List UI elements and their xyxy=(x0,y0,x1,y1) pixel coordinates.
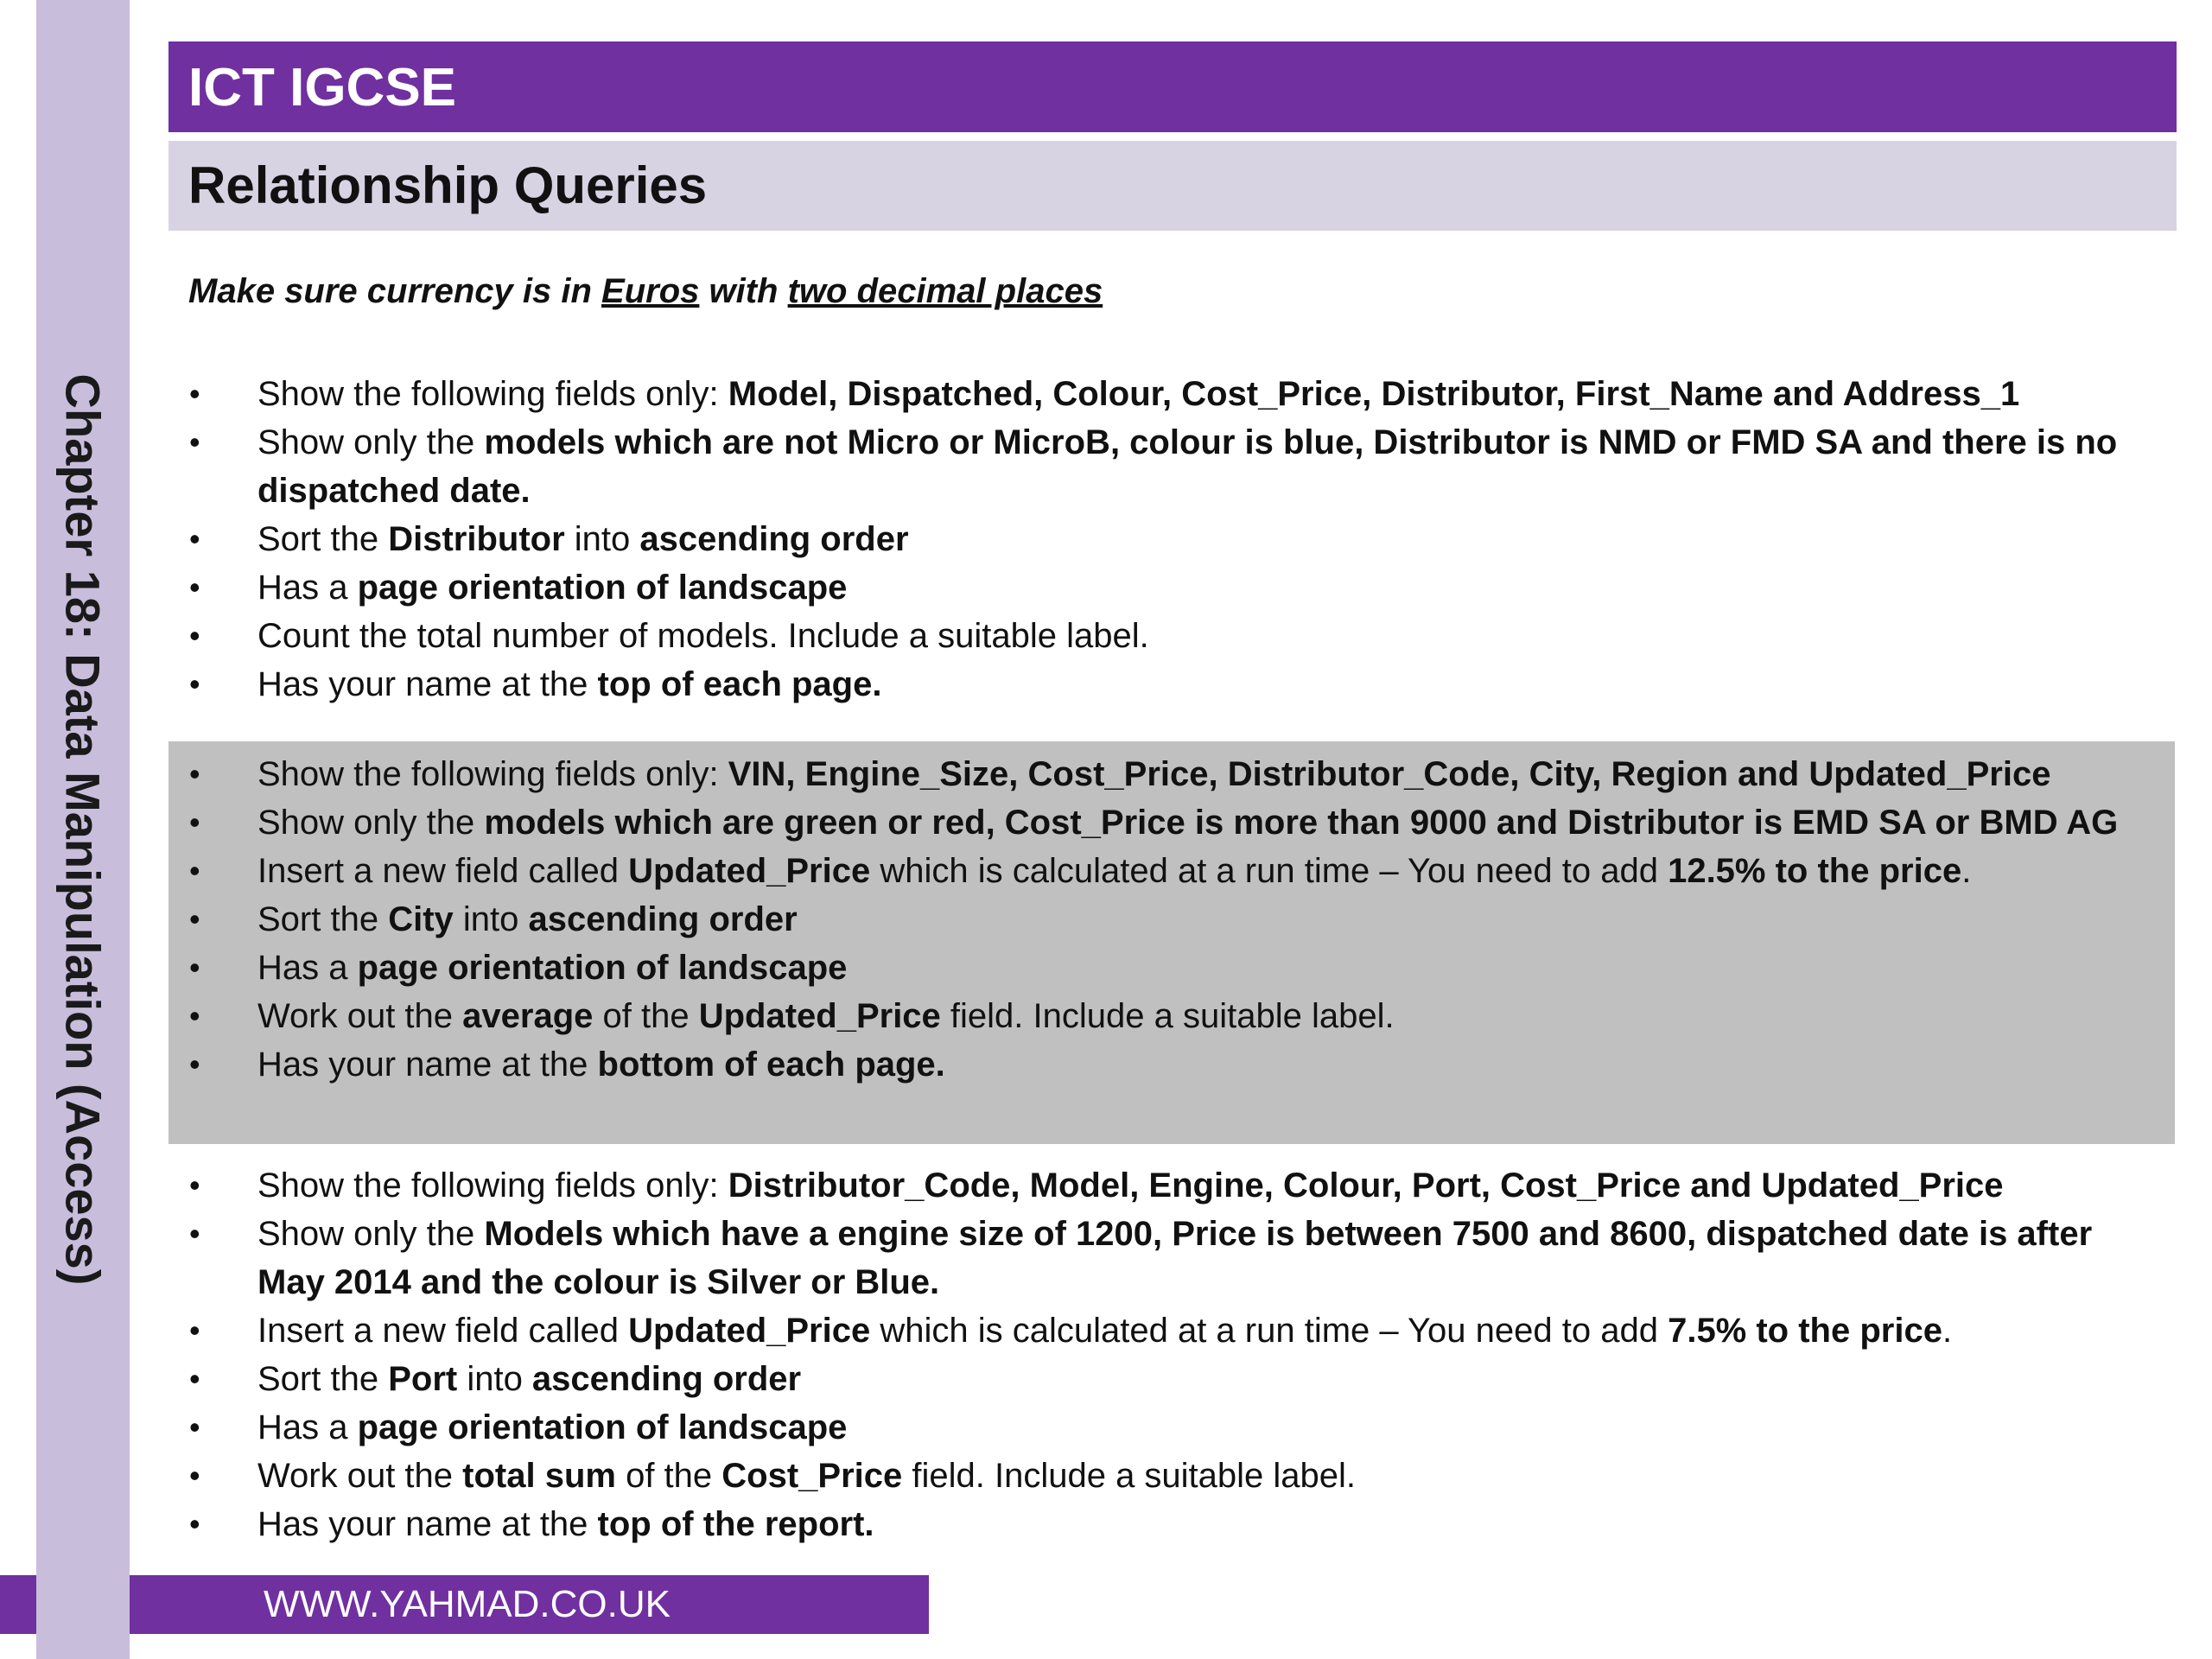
list-item: • Sort the Port into ascending order xyxy=(168,1355,2175,1403)
list-item: • Count the total number of models. Include a suitable label. xyxy=(168,612,2175,660)
title-bar xyxy=(168,41,2177,132)
list-item: • Show only the Models which have a engine size of 1200, Price is between 7500 and 8600, dispatched date is after May 2014 and the colour is Silver or Blue. xyxy=(168,1210,2175,1306)
note-text: Make sure currency is in xyxy=(188,272,602,310)
list-item: • Work out the average of the Updated_Price field. Include a suitable label. xyxy=(168,992,2175,1040)
note-decimal-places: two decimal places xyxy=(787,272,1103,310)
list-item: • Show the following fields only: Distributor_Code, Model, Engine, Colour, Port, Cost_Price and Updated_Price xyxy=(168,1161,2175,1210)
list-item: • Has a page orientation of landscape xyxy=(168,944,2175,992)
chapter-label: Chapter 18: Data Manipulation (Access) xyxy=(55,373,111,1286)
list-item: • Work out the total sum of the Cost_Price field. Include a suitable label. xyxy=(168,1452,2175,1500)
query-task-2 xyxy=(168,741,2175,1144)
query-task-3 xyxy=(168,1161,2175,1541)
list-item: • Has your name at the bottom of each page. xyxy=(168,1040,2175,1089)
list-item: • Sort the City into ascending order xyxy=(168,895,2175,944)
list-item: • Insert a new field called Updated_Price which is calculated at a run time – You need to add 7.5% to the price. xyxy=(168,1306,2175,1355)
query-task-1 xyxy=(168,370,2175,709)
list-item: • Show the following fields only: Model, Dispatched, Colour, Cost_Price, Distributor, First_Name and Address_1 xyxy=(168,370,2175,418)
list-item: • Show only the models which are green or red, Cost_Price is more than 9000 and Distributor is EMD SA or BMD AG xyxy=(168,798,2175,847)
note-text: with xyxy=(699,272,788,310)
list-item: • Insert a new field called Updated_Price which is calculated at a run time – You need to add 12.5% to the price. xyxy=(168,847,2175,895)
list-item: • Has your name at the top of each page. xyxy=(168,660,2175,709)
bullet-list xyxy=(168,750,2175,1089)
page-subtitle: Relationship Queries xyxy=(188,156,708,214)
list-item: • Show only the models which are not Micro or MicroB, colour is blue, Distributor is NMD or FMD SA and there is no dispatched date. xyxy=(168,418,2175,515)
list-item: • Has a page orientation of landscape xyxy=(168,563,2175,612)
bullet-list xyxy=(168,370,2175,709)
list-item: • Sort the Distributor into ascending order xyxy=(168,515,2175,563)
footer-accent xyxy=(0,1575,36,1634)
list-item: • Has your name at the top of the report. xyxy=(168,1500,2175,1548)
list-item: • Has a page orientation of landscape xyxy=(168,1403,2175,1452)
list-item: • Show the following fields only: VIN, Engine_Size, Cost_Price, Distributor_Code, City, Region and Updated_Price xyxy=(168,750,2175,798)
bullet-list xyxy=(168,1161,2175,1548)
page-title: ICT IGCSE xyxy=(188,58,457,118)
currency-note xyxy=(188,272,1103,311)
footer-url[interactable]: WWW.YAHMAD.CO.UK xyxy=(264,1583,671,1625)
note-euros: Euros xyxy=(601,272,700,310)
